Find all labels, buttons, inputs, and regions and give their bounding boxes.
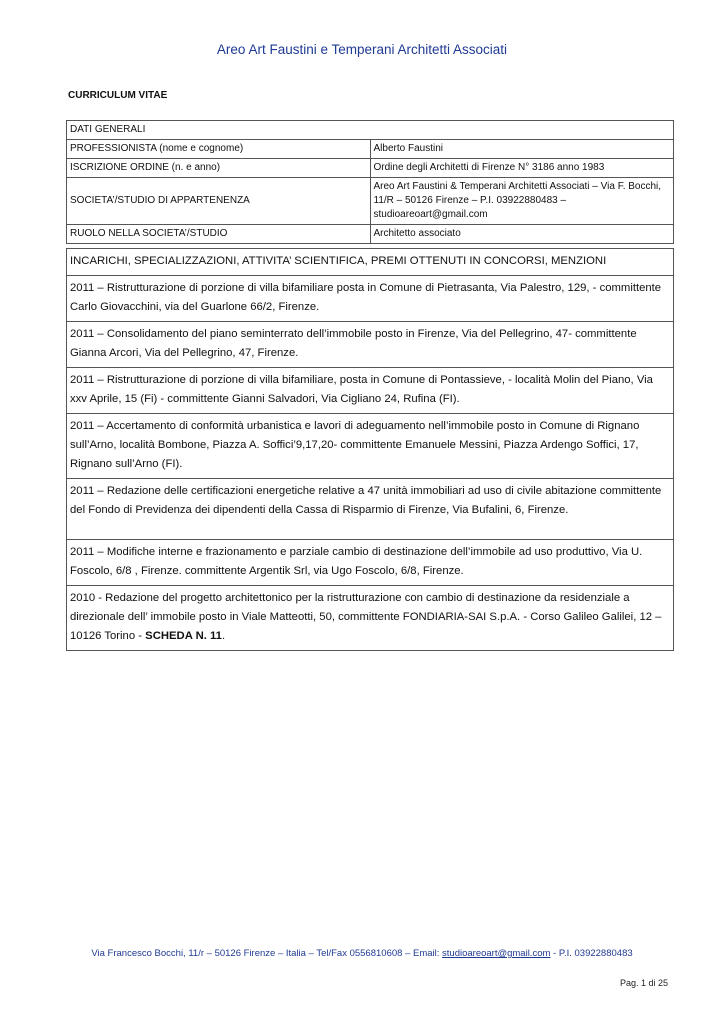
cv-heading: CURRICULUM VITAE bbox=[68, 90, 168, 101]
activity-item-last bbox=[67, 586, 674, 651]
table-row bbox=[67, 140, 674, 159]
footer-vat: - P.I. 03922880483 bbox=[550, 948, 633, 959]
general-label: PROFESSIONISTA (nome e cognome) bbox=[67, 140, 371, 159]
table-row bbox=[67, 540, 674, 586]
footer-email-link[interactable]: studioareoart@gmail.com bbox=[442, 948, 551, 959]
table-row bbox=[67, 479, 674, 540]
activity-item: 2011 – Modifiche interne e frazionamento e parziale cambio di destinazione dell’immobile ad uso produttivo, Via U. Foscolo, 6/8 , Firenze. committente Argentik Srl, via Ugo Foscolo, 6/8, Firenze. bbox=[67, 540, 674, 586]
table-row bbox=[67, 225, 674, 244]
general-value: Architetto associato bbox=[370, 225, 674, 244]
activity-text: 2010 - Redazione del progetto architettonico per la ristrutturazione con cambio di destinazione da residenziale a direzionale dell’ immobile posto in Viale Matteotti, 50, committente FONDIARIA-SAI S.p.A. - Corso Galileo Galilei, 12 – 10126 Torino - bbox=[70, 592, 662, 642]
table-row bbox=[67, 121, 674, 140]
activity-suffix: . bbox=[221, 630, 226, 642]
general-value: Alberto Faustini bbox=[370, 140, 674, 159]
scheda-label: SCHEDA N. 11 bbox=[145, 630, 222, 642]
table-row bbox=[67, 322, 674, 368]
general-label: RUOLO NELLA SOCIETA’/STUDIO bbox=[67, 225, 371, 244]
general-value: Areo Art Faustini & Temperani Architetti Associati – Via F. Bocchi, 11/R – 50126 Firenze – P.I. 03922880483 – studioareoart@gmail.com bbox=[370, 178, 674, 225]
general-section-title: DATI GENERALI bbox=[67, 121, 674, 140]
table-row bbox=[67, 249, 674, 276]
activity-item: 2011 – Ristrutturazione di porzione di villa bifamiliare posta in Comune di Pietrasanta, Via Palestro, 129, - committente Carlo Giovacchini, via del Guarlone 66/2, Firenze. bbox=[67, 276, 674, 322]
general-data-table bbox=[66, 120, 674, 244]
table-row bbox=[67, 276, 674, 322]
header-title: Areo Art Faustini e Temperani Architetti Associati bbox=[216, 42, 508, 57]
footer-address: Via Francesco Bocchi, 11/r – 50126 Firenze – Italia – Tel/Fax 0556810608 – Email: bbox=[91, 948, 443, 959]
activities-table bbox=[66, 248, 674, 651]
general-label: ISCRIZIONE ORDINE (n. e anno) bbox=[67, 159, 371, 178]
table-row bbox=[67, 159, 674, 178]
table-row bbox=[67, 368, 674, 414]
activity-item: 2011 – Accertamento di conformità urbanistica e lavori di adeguamento nell’immobile posto in Comune di Rignano sull’Arno, località Bombone, Piazza A. Soffici’9,17,20- committente Emanuele Messini, Piazza Ardengo Soffici, 17, Rignano sull’Arno (FI). bbox=[67, 414, 674, 479]
table-row bbox=[67, 178, 674, 225]
activity-item: 2011 – Consolidamento del piano seminterrato dell’immobile posto in Firenze, Via del Pellegrino, 47- committente Gianna Arcori, Via del Pellegrino, 47, Firenze. bbox=[67, 322, 674, 368]
general-value: Ordine degli Architetti di Firenze N° 3186 anno 1983 bbox=[370, 159, 674, 178]
activity-item: 2011 – Redazione delle certificazioni energetiche relative a 47 unità immobiliari ad uso di civile abitazione committente del Fondo di Previdenza dei dipendenti della Cassa di Risparmio di Firenze, Via Bufalini, 6, Firenze. bbox=[67, 479, 674, 540]
page-number: Pag. 1 di 25 bbox=[619, 978, 668, 988]
table-row bbox=[67, 586, 674, 651]
activity-item: 2011 – Ristrutturazione di porzione di villa bifamiliare, posta in Comune di Pontassieve, - località Molin del Piano, Via xxv Aprile, 15 (Fi) - committente Gianni Salvadori, Via Cigliano 24, Rufina (FI). bbox=[67, 368, 674, 414]
activities-title: INCARICHI, SPECIALIZZAZIONI, ATTIVITA’ SCIENTIFICA, PREMI OTTENUTI IN CONCORSI, MENZIONI bbox=[67, 249, 674, 276]
table-row bbox=[67, 414, 674, 479]
general-label: SOCIETA’/STUDIO DI APPARTENENZA bbox=[67, 178, 371, 225]
footer bbox=[0, 948, 724, 959]
